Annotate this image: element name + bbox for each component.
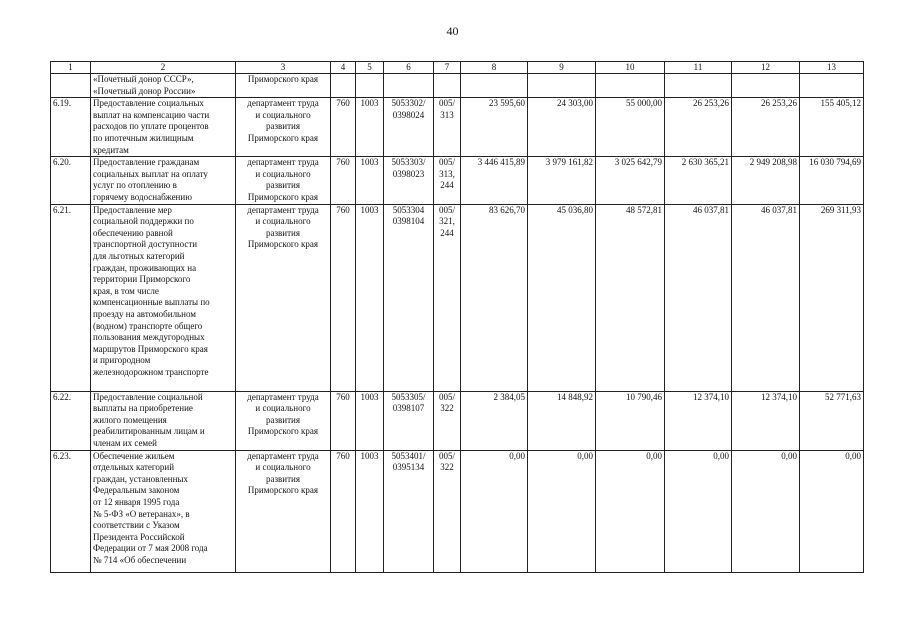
column-header: 5	[356, 62, 384, 74]
text-line: 005/	[438, 391, 455, 402]
text-line: департамент труда	[247, 98, 319, 109]
table-row	[51, 391, 864, 450]
text-line: департамент труда	[247, 204, 319, 215]
column-header: 12	[732, 62, 800, 74]
text-line: 322	[440, 462, 454, 473]
text-line: членам их семей	[93, 437, 157, 448]
header-row	[51, 62, 864, 74]
grbs-code: 760	[331, 157, 356, 204]
text-line: Федеральным законом	[93, 485, 180, 496]
text-line: по ипотечным жилищным	[93, 132, 194, 143]
amount-cell	[596, 74, 665, 98]
item-number: 6.22.	[51, 391, 91, 450]
rzpr-code: 1003	[356, 391, 384, 450]
item-number: 6.20.	[51, 157, 91, 204]
executor	[236, 98, 331, 157]
text-line: развития	[265, 180, 300, 191]
text-line: и социального	[255, 168, 311, 179]
amount-cell: 0,00	[800, 450, 864, 572]
item-name	[91, 391, 236, 450]
amount-cell: 269 311,93	[800, 204, 864, 391]
rzpr-code: 1003	[356, 157, 384, 204]
text-line: 005/	[438, 450, 455, 461]
text-line: проезду на автомобильном	[93, 308, 197, 319]
item-number: 6.23.	[51, 450, 91, 572]
text-line: жилого помещения	[93, 414, 167, 425]
text-line: территории Приморского	[93, 274, 191, 285]
amount-cell: 0,00	[732, 450, 800, 572]
rzpr-code: 1003	[356, 204, 384, 391]
amount-cell: 2 384,05	[461, 391, 528, 450]
amount-cell: 10 790,46	[596, 391, 665, 450]
amount-cell: 0,00	[528, 450, 596, 572]
csr-code	[384, 391, 434, 450]
text-line: 0398024	[392, 109, 425, 120]
text-line: расходов по уплате процентов	[93, 121, 209, 132]
text-line: Предоставление социальных	[93, 98, 204, 109]
text-line: 5053305/	[391, 391, 426, 402]
rzpr-code: 1003	[356, 450, 384, 572]
amount-cell: 45 036,80	[528, 204, 596, 391]
text-line: и социального	[255, 109, 311, 120]
amount-cell	[800, 74, 864, 98]
amount-cell: 52 771,63	[800, 391, 864, 450]
amount-cell: 26 253,26	[665, 98, 732, 157]
rzpr-code: 1003	[356, 98, 384, 157]
column-header: 9	[528, 62, 596, 74]
amount-cell	[732, 74, 800, 98]
item-number	[51, 74, 91, 98]
text-line: маршрутов Приморского края	[93, 343, 208, 354]
amount-cell: 16 030 794,69	[800, 157, 864, 204]
text-line: Приморского края	[247, 132, 319, 143]
text-line: для льготных категорий	[93, 250, 185, 261]
vr-code	[434, 74, 461, 98]
text-line: департамент труда	[247, 157, 319, 168]
text-line: развития	[265, 473, 300, 484]
amount-cell: 24 303,00	[528, 98, 596, 157]
column-header: 7	[434, 62, 461, 74]
column-header: 3	[236, 62, 331, 74]
text-line: № 714 «Об обеспечении	[93, 554, 187, 565]
text-line: «Почетный донор России»	[93, 85, 196, 96]
amount-cell	[461, 74, 528, 98]
amount-cell: 83 626,70	[461, 204, 528, 391]
item-number: 6.21.	[51, 204, 91, 391]
text-line: 321,	[439, 216, 455, 227]
column-header: 2	[91, 62, 236, 74]
amount-cell: 3 025 642,79	[596, 157, 665, 204]
executor	[236, 74, 331, 98]
text-line: реабилитированным лицам и	[93, 426, 205, 437]
text-line: 322	[440, 403, 454, 414]
vr-code	[434, 204, 461, 391]
text-line: 0395134	[392, 462, 425, 473]
text-line: выплаты на приобретение	[93, 403, 193, 414]
text-line: 244	[440, 227, 454, 238]
table-row	[51, 98, 864, 157]
text-line: департамент труда	[247, 450, 319, 461]
csr-code	[384, 157, 434, 204]
text-line: 313	[440, 109, 454, 120]
text-line: развития	[265, 227, 300, 238]
item-name	[91, 98, 236, 157]
text-line: 244	[440, 180, 454, 191]
amount-cell: 0,00	[596, 450, 665, 572]
grbs-code	[331, 74, 356, 98]
amount-cell: 12 374,10	[665, 391, 732, 450]
text-line: и социального	[255, 216, 311, 227]
grbs-code: 760	[331, 450, 356, 572]
text-line: и социального	[255, 462, 311, 473]
text-line: Приморского края	[247, 239, 319, 250]
text-line: отдельных категорий	[93, 462, 175, 473]
text-line: компенсационные выплаты по	[93, 297, 210, 308]
vr-code	[434, 391, 461, 450]
amount-cell: 3 979 161,82	[528, 157, 596, 204]
amount-cell: 0,00	[665, 450, 732, 572]
amount-cell: 155 405,12	[800, 98, 864, 157]
text-line: Приморского края	[247, 74, 319, 84]
text-line: «Почетный донор СССР»,	[93, 74, 194, 84]
text-line: и пригородном	[93, 355, 151, 366]
text-line: 005/	[438, 98, 455, 109]
item-name	[91, 157, 236, 204]
text-line: граждан, проживающих на	[93, 262, 197, 273]
amount-cell: 0,00	[461, 450, 528, 572]
column-header: 10	[596, 62, 665, 74]
text-line: края, в том числе	[93, 285, 159, 296]
table-row	[51, 450, 864, 572]
column-header: 1	[51, 62, 91, 74]
amount-cell: 26 253,26	[732, 98, 800, 157]
amount-cell: 2 630 365,21	[665, 157, 732, 204]
text-line: Президента Российской	[93, 531, 185, 542]
budget-table	[50, 61, 864, 573]
amount-cell: 46 037,81	[732, 204, 800, 391]
text-line: (водном) транспорте общего	[93, 320, 203, 331]
text-line: 5053302/	[391, 98, 426, 109]
text-line: 005/	[438, 204, 455, 215]
csr-code	[384, 450, 434, 572]
table-row	[51, 157, 864, 204]
text-line: социальных выплат на оплату	[93, 168, 208, 179]
text-line: 0398104	[392, 216, 425, 227]
text-line: граждан, установленных	[93, 473, 188, 484]
text-line: услуг по отоплению в	[93, 180, 177, 191]
executor	[236, 157, 331, 204]
table-row	[51, 74, 864, 98]
executor	[236, 450, 331, 572]
vr-code	[434, 450, 461, 572]
text-line: Предоставление мер	[93, 204, 172, 215]
amount-cell: 12 374,10	[732, 391, 800, 450]
text-line: департамент труда	[247, 391, 319, 402]
text-line: транспортной доступности	[93, 239, 198, 250]
text-line: Приморского края	[247, 485, 319, 496]
text-line: обеспечению равной	[93, 227, 173, 238]
text-line: горячему водоснабжению	[93, 191, 192, 202]
item-name	[91, 74, 236, 98]
text-line: и социального	[255, 403, 311, 414]
text-line: железнодорожном транспорте	[93, 366, 209, 377]
table-row	[51, 204, 864, 391]
text-line: развития	[265, 121, 300, 132]
text-line: Предоставление социальной	[93, 391, 203, 402]
text-line: 313,	[439, 168, 455, 179]
csr-code	[384, 74, 434, 98]
text-line: социальной поддержки по	[93, 216, 194, 227]
column-header: 13	[800, 62, 864, 74]
text-line: Федерации от 7 мая 2008 года	[93, 543, 208, 554]
item-number: 6.19.	[51, 98, 91, 157]
executor	[236, 391, 331, 450]
column-header: 8	[461, 62, 528, 74]
page-number: 40	[446, 24, 459, 38]
amount-cell: 48 572,81	[596, 204, 665, 391]
amount-cell: 2 949 208,98	[732, 157, 800, 204]
text-line: 0398023	[392, 168, 425, 179]
rzpr-code	[356, 74, 384, 98]
grbs-code: 760	[331, 204, 356, 391]
text-line: 5053304	[392, 204, 425, 215]
vr-code	[434, 157, 461, 204]
text-line: выплат на компенсацию части	[93, 109, 210, 120]
amount-cell: 14 848,92	[528, 391, 596, 450]
csr-code	[384, 98, 434, 157]
column-header: 11	[665, 62, 732, 74]
text-line: № 5-ФЗ «О ветеранах», в	[93, 508, 190, 519]
grbs-code: 760	[331, 391, 356, 450]
text-line: Приморского края	[247, 191, 319, 202]
text-line: от 12 января 1995 года	[93, 496, 180, 507]
amount-cell: 3 446 415,89	[461, 157, 528, 204]
amount-cell: 55 000,00	[596, 98, 665, 157]
csr-code	[384, 204, 434, 391]
column-header: 4	[331, 62, 356, 74]
text-line: 5053401/	[391, 450, 426, 461]
text-line: 0398107	[392, 403, 425, 414]
text-line: пользования междугородных	[93, 332, 205, 343]
text-line: Приморского края	[247, 426, 319, 437]
text-line: Обеспечение жильем	[93, 450, 175, 461]
text-line: Предоставление гражданам	[93, 157, 200, 168]
text-line: развития	[265, 414, 300, 425]
executor	[236, 204, 331, 391]
text-line: 005/	[438, 157, 455, 168]
column-header: 6	[384, 62, 434, 74]
item-name	[91, 450, 236, 572]
text-line: 5053303/	[391, 157, 426, 168]
amount-cell: 46 037,81	[665, 204, 732, 391]
grbs-code: 760	[331, 98, 356, 157]
text-line: кредитам	[93, 144, 129, 155]
amount-cell: 23 595,60	[461, 98, 528, 157]
text-line: соответствии с Указом	[93, 520, 180, 531]
item-name	[91, 204, 236, 391]
amount-cell	[528, 74, 596, 98]
amount-cell	[665, 74, 732, 98]
vr-code	[434, 98, 461, 157]
